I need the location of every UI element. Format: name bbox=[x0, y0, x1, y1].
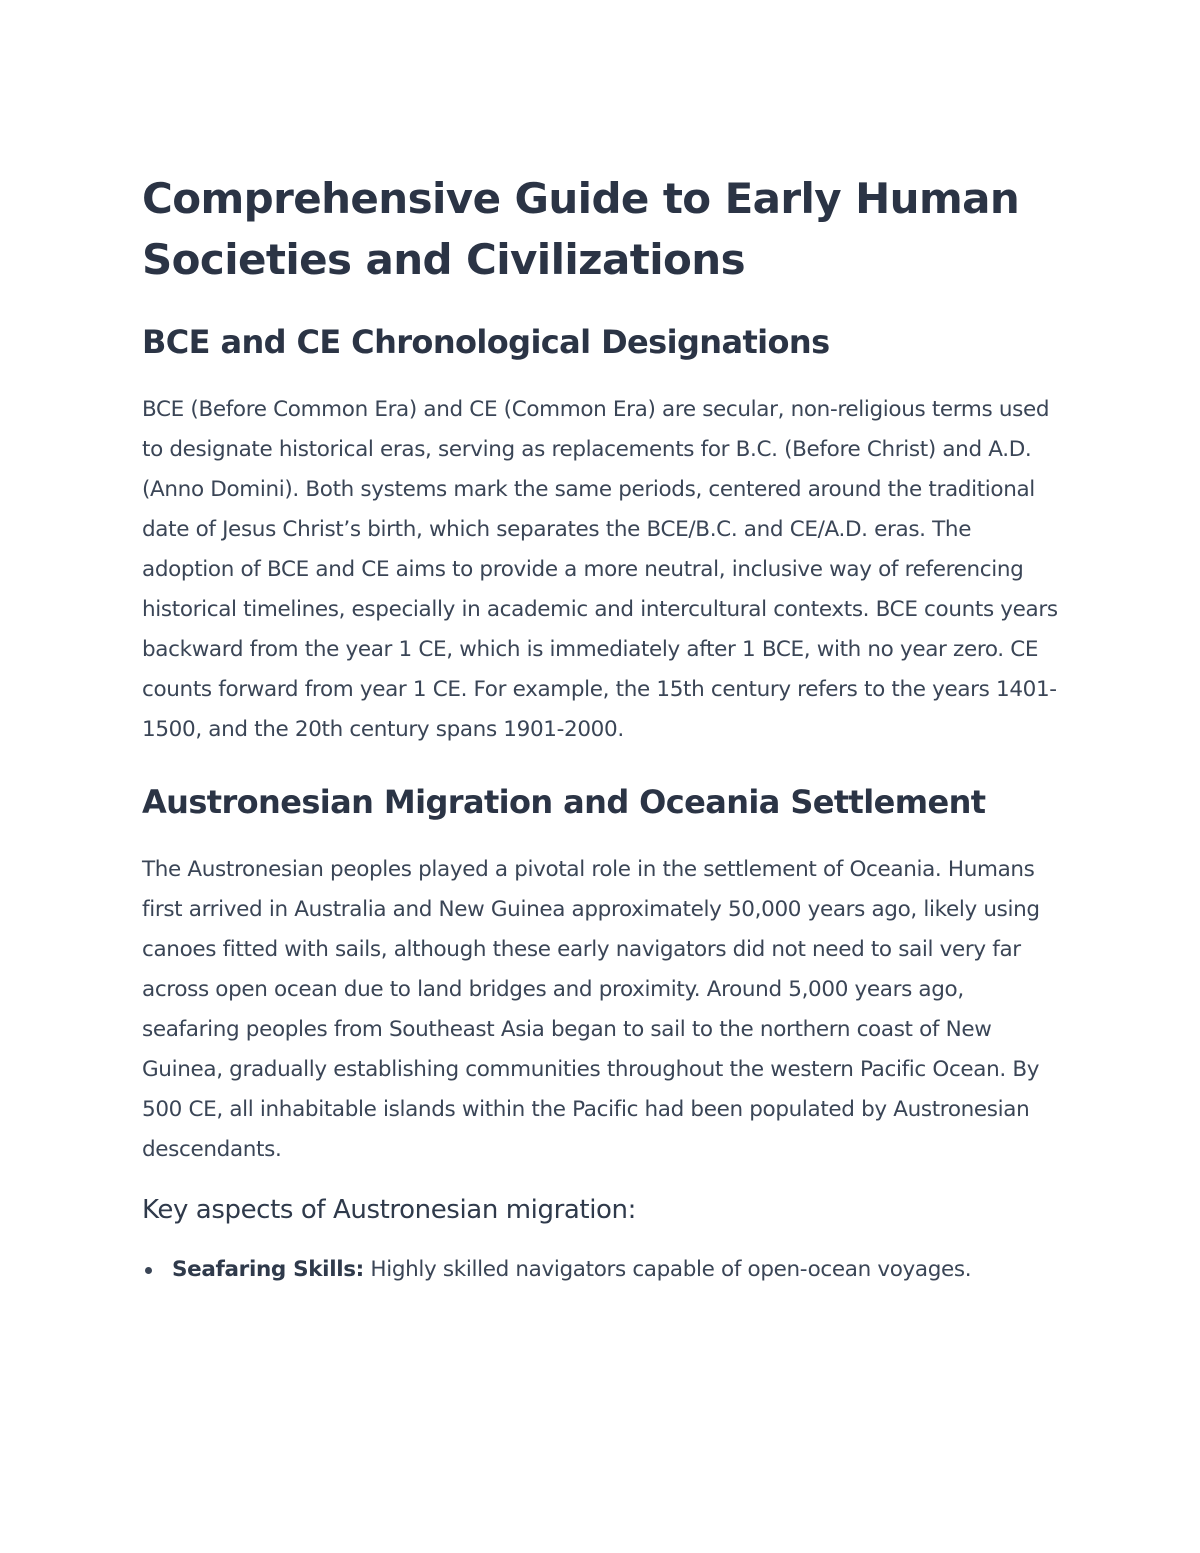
key-aspects-list bbox=[142, 1250, 1062, 1290]
list-item-term: Seafaring Skills: bbox=[172, 1257, 364, 1282]
section-heading-austronesian: Austronesian Migration and Oceania Settlement bbox=[142, 783, 986, 821]
subheading-key-aspects: Key aspects of Austronesian migration: bbox=[142, 1195, 636, 1225]
section-paragraph-bce-ce: BCE (Before Common Era) and CE (Common Era) are secular, non-religious terms used to designate historical eras, serving as replacements for B.C. (Before Christ) and A.D. (Anno Domini). Both systems mark the same periods, centered around the traditional date of Jesus Christ’s birth, which separates the BCE/B.C. and CE/A.D. eras. The adoption of BCE and CE aims to provide a more neutral, inclusive way of referencing historical timelines, especially in academic and intercultural contexts. BCE counts years backward from the year 1 CE, which is immediately after 1 BCE, with no year zero. CE counts forward from year 1 CE. For example, the 15th century refers to the years 1401-1500, and the 20th century spans 1901-2000. bbox=[142, 397, 1058, 742]
bullet-icon bbox=[145, 1267, 152, 1274]
document-title: Comprehensive Guide to Early Human Societies and Civilizations bbox=[142, 174, 1020, 284]
section-heading-bce-ce: BCE and CE Chronological Designations bbox=[142, 323, 830, 361]
section-paragraph-austronesian: The Austronesian peoples played a pivotal role in the settlement of Oceania. Humans first arrived in Australia and New Guinea approximately 50,000 years ago, likely using canoes fitted with sails, although these early navigators did not need to sail very far across open ocean due to land bridges and proximity. Around 5,000 years ago, seafaring peoples from Southeast Asia began to sail to the northern coast of New Guinea, gradually establishing communities throughout the western Pacific Ocean. By 500 CE, all inhabitable islands within the Pacific had been populated by Austronesian descendants. bbox=[142, 857, 1040, 1162]
document-page bbox=[142, 168, 1062, 1290]
list-item bbox=[142, 1250, 1062, 1290]
list-item-text: Highly skilled navigators capable of open-ocean voyages. bbox=[363, 1257, 972, 1282]
